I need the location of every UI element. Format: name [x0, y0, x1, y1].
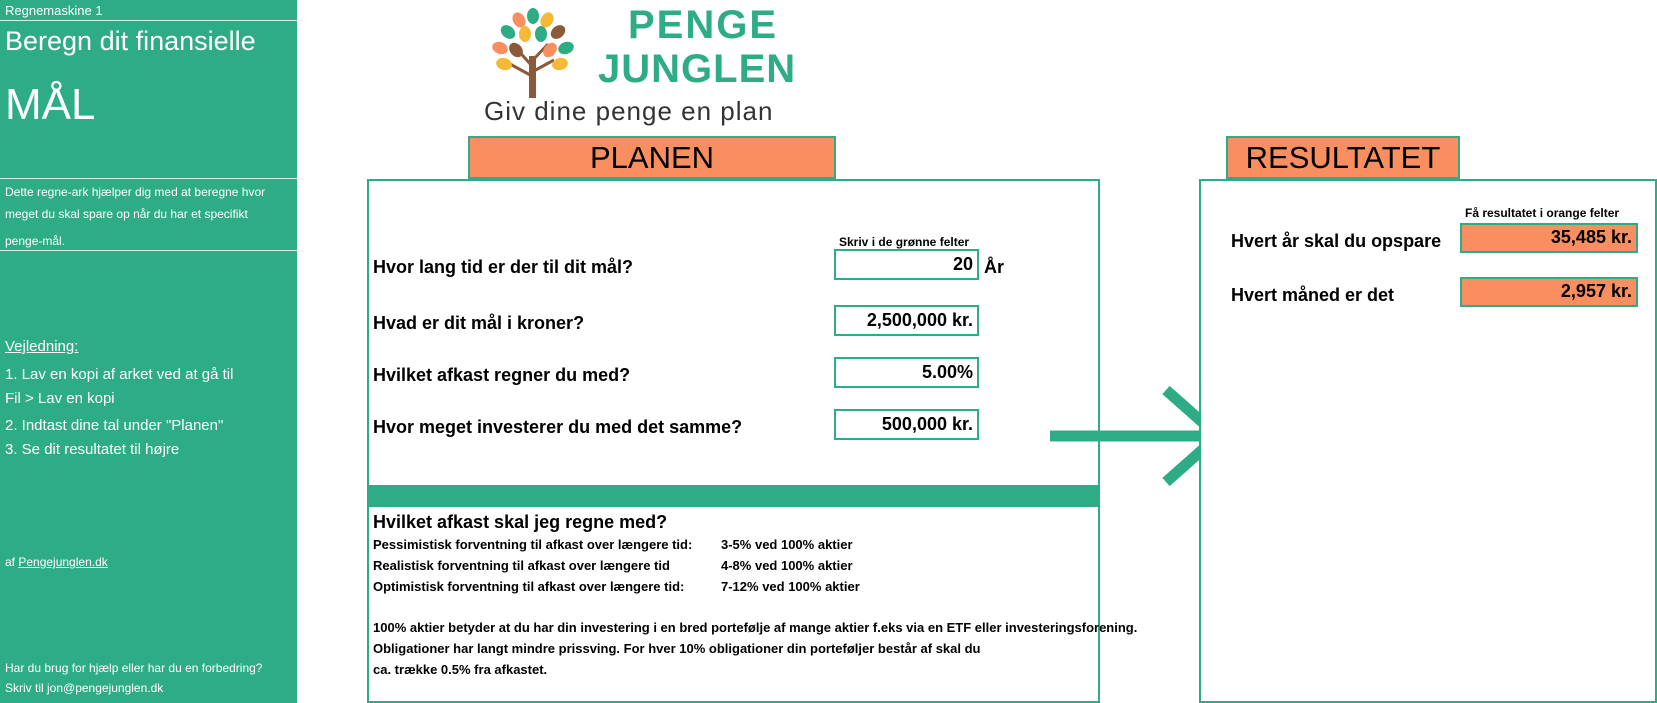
return-input[interactable]: 5.00% [834, 357, 979, 388]
expectation-value: 4-8% ved 100% aktier [721, 558, 853, 573]
sidebar [0, 0, 297, 703]
monthly-savings-label: Hvert måned er det [1231, 285, 1395, 305]
monthly-savings-value: 2,957 kr. [1460, 277, 1638, 307]
sidebar-divider [0, 250, 297, 251]
author-credit [5, 555, 108, 569]
help-contact: Skriv til jon@pengejunglen.dk [5, 681, 164, 695]
tab-resultatet: RESULTATET [1226, 136, 1460, 179]
guide-step: 1. Lav en kopi af arket ved at gå til [5, 366, 234, 383]
guide-heading: Vejledning: [5, 338, 79, 355]
logo-word-penge: PENGE [628, 3, 779, 47]
tab-planen: PLANEN [468, 136, 836, 179]
question-goal: Hvad er dit mål i kroner? [373, 313, 585, 333]
section-divider [369, 485, 1098, 507]
logo-tagline: Giv dine penge en plan [484, 96, 774, 126]
expectation-label: Realistisk forventning til afkast over længere tid [373, 558, 670, 573]
invest-input[interactable]: 500,000 kr. [834, 409, 979, 440]
logo [484, 3, 808, 126]
yearly-savings-label: Hvert år skal du opspare [1231, 231, 1442, 251]
author-link[interactable]: Pengejunglen.dk [18, 555, 108, 569]
tree-logo-icon [488, 6, 578, 101]
yearly-savings-value: 35,485 kr. [1460, 223, 1638, 253]
result-panel [1199, 179, 1657, 703]
help-text: Har du brug for hjælp eller har du en forbedring? [5, 661, 263, 675]
info-heading: Hvilket afkast skal jeg regne med? [373, 512, 668, 532]
expectation-value: 7-12% ved 100% aktier [721, 579, 860, 594]
question-return: Hvilket afkast regner du med? [373, 365, 631, 385]
expectation-label: Optimistisk forventning til afkast over længere tid: [373, 579, 685, 594]
sidebar-divider [0, 20, 297, 21]
note-line: ca. trække 0.5% fra afkastet. [373, 662, 548, 677]
years-unit: År [984, 257, 1005, 277]
green-field-hint: Skriv i de grønne felter [839, 235, 970, 249]
description-line: meget du skal spare op når du har et specifikt [5, 207, 248, 221]
goal-input[interactable]: 2,500,000 kr. [834, 305, 979, 336]
sidebar-divider [0, 178, 297, 179]
question-years: Hvor lang tid er der til dit mål? [373, 257, 634, 277]
orange-field-hint: Få resultatet i orange felter [1465, 206, 1620, 220]
description-line: Dette regne-ark hjælper dig med at beregne hvor [5, 185, 266, 199]
page-title-big: MÅL [5, 80, 96, 129]
expectation-label: Pessimistisk forventning til afkast over længere tid: [373, 537, 693, 552]
guide-step: 2. Indtast dine tal under "Planen" [5, 417, 224, 434]
page-title: Beregn dit finansielle [5, 26, 256, 56]
question-invest: Hvor meget investerer du med det samme? [373, 417, 743, 437]
author-prefix: af [5, 555, 19, 569]
years-input[interactable]: 20 [834, 249, 979, 280]
guide-step: 3. Se dit resultatet til højre [5, 441, 180, 458]
sheet-name: Regnemaskine 1 [5, 3, 103, 18]
plan-panel [367, 179, 1138, 703]
note-line: 100% aktier betyder at du har din investering i en bred portefølje af mange aktier f.eks via en ETF eller investeringsforening. [373, 620, 1138, 635]
expectation-value: 3-5% ved 100% aktier [721, 537, 853, 552]
guide-step: Fil > Lav en kopi [5, 390, 115, 407]
logo-word-junglen: JUNGLEN [598, 47, 797, 91]
description-line: penge-mål. [5, 234, 66, 248]
note-line: Obligationer har langt mindre prissving. For hver 10% obligationer din porteføljer består af skal du [373, 641, 981, 656]
